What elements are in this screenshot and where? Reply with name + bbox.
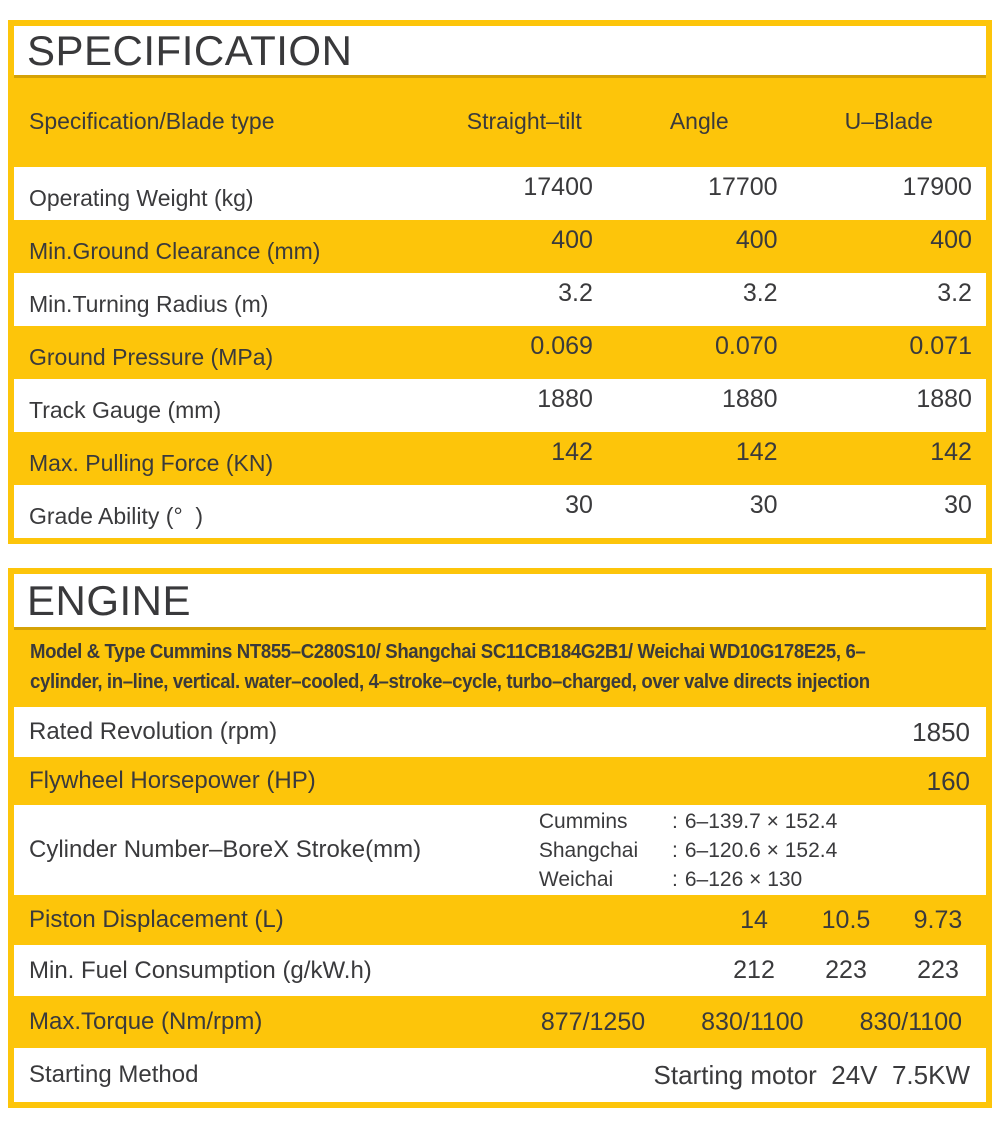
engine-row-label: Cylinder Number–BoreX Stroke(mm) — [29, 836, 422, 863]
engine-row-fuel-consumption — [14, 945, 986, 996]
spec-value: 17700 — [708, 173, 778, 201]
engine-row-value: 830/1100 — [701, 1007, 804, 1036]
engine-section-title: ENGINE — [14, 574, 986, 627]
spec-row-label: Grade Ability (° ) — [29, 502, 204, 529]
spec-value: 30 — [749, 491, 778, 519]
spec-value: 3.2 — [742, 279, 778, 307]
engine-row-flywheel-horsepower — [14, 757, 986, 805]
spec-value: 30 — [565, 491, 593, 519]
max-torque-values — [541, 1008, 986, 1037]
spec-value: 400 — [930, 226, 972, 254]
engine-section — [8, 568, 992, 1108]
spec-value: 3.2 — [558, 279, 593, 307]
cylinder-spec-line-shangchai — [539, 836, 978, 865]
spec-row-ground-clearance — [14, 220, 986, 273]
cylinder-spec-line-weichai — [539, 865, 978, 894]
spec-row-label: Min.Ground Clearance (mm) — [29, 237, 321, 264]
spec-value: 142 — [551, 438, 593, 466]
colon-separator: : — [671, 867, 678, 891]
spec-value: 17400 — [523, 173, 593, 201]
engine-row-label: Piston Displacement (L) — [29, 906, 284, 933]
cylinder-brand: Weichai — [538, 867, 614, 891]
spec-header-col-straight-tilt: Straight–tilt — [466, 107, 582, 134]
engine-row-label: Max.Torque (Nm/rpm) — [29, 1008, 263, 1035]
engine-row-value: 223 — [825, 956, 867, 984]
cylinder-spec-list — [539, 807, 986, 894]
spec-value: 17900 — [902, 173, 972, 201]
engine-row-value: 223 — [917, 956, 959, 984]
spec-row-track-gauge — [14, 379, 986, 432]
engine-row-value: 160 — [926, 765, 970, 796]
engine-row-label: Rated Revolution (rpm) — [29, 718, 278, 745]
specification-section — [8, 20, 992, 544]
spec-row-ground-pressure — [14, 326, 986, 379]
engine-row-max-torque — [14, 996, 986, 1048]
piston-displacement-values — [708, 906, 986, 935]
spec-value: 3.2 — [937, 279, 972, 307]
spec-value: 142 — [930, 438, 972, 466]
spec-value: 0.070 — [715, 332, 778, 360]
spec-value: 1880 — [916, 385, 972, 413]
fuel-consumption-values — [708, 956, 986, 985]
spec-value: 142 — [735, 438, 778, 466]
specification-section-title: SPECIFICATION — [14, 26, 986, 75]
spec-value: 30 — [944, 491, 972, 519]
spec-row-label: Operating Weight (kg) — [29, 184, 254, 211]
spec-header-col-u-blade: U–Blade — [844, 107, 933, 134]
engine-row-starting-method — [14, 1048, 986, 1102]
engine-row-label: Starting Method — [29, 1061, 199, 1088]
spec-value: 400 — [551, 226, 593, 254]
engine-row-value: 830/1100 — [859, 1007, 962, 1036]
engine-row-value: 9.73 — [913, 905, 963, 934]
spec-header-col-angle: Angle — [669, 107, 729, 134]
spec-row-turning-radius — [14, 273, 986, 326]
engine-row-value: 10.5 — [821, 905, 871, 934]
engine-row-value: 1850 — [912, 716, 970, 747]
engine-row-value: 212 — [733, 956, 775, 984]
colon-separator: : — [671, 838, 678, 862]
spec-row-grade-ability — [14, 485, 986, 538]
engine-model-type-row — [14, 627, 986, 707]
engine-row-rated-revolution — [14, 707, 986, 757]
spec-value: 1880 — [721, 385, 778, 413]
colon-separator: : — [671, 809, 678, 833]
cylinder-brand: Shangchai — [538, 838, 639, 862]
spec-row-label: Max. Pulling Force (KN) — [29, 449, 274, 476]
engine-row-value: 14 — [740, 905, 768, 934]
engine-row-label: Flywheel Horsepower (HP) — [29, 767, 316, 794]
spec-row-pulling-force — [14, 432, 986, 485]
spec-row-label: Track Gauge (mm) — [29, 396, 222, 423]
cylinder-spec-line-cummins — [539, 807, 978, 836]
spec-row-label: Min.Turning Radius (m) — [29, 290, 269, 317]
engine-row-label: Min. Fuel Consumption (g/kW.h) — [29, 956, 372, 984]
engine-row-piston-displacement — [14, 895, 986, 945]
spec-header-label: Specification/Blade type — [29, 107, 275, 134]
spec-table-header-row — [14, 75, 986, 167]
cylinder-value: 6–120.6 × 152.4 — [684, 838, 838, 862]
spec-value: 0.071 — [909, 332, 972, 360]
engine-row-cylinder-bore-stroke — [14, 805, 986, 895]
cylinder-value: 6–139.7 × 152.4 — [684, 809, 838, 833]
spec-row-label: Ground Pressure (MPa) — [29, 343, 274, 370]
engine-row-value: Starting motor 24V 7.5KW — [653, 1059, 970, 1090]
spec-value: 400 — [735, 226, 778, 254]
engine-model-note: Model & Type Cummins NT855–C280S10/ Shangchai SC11CB184G2B1/ Weichai WD10G178E25, 6–cylinder, in–line, vertical. water–cooled, 4–stroke–cycle, turbo–charged, over valve directs injection — [30, 641, 870, 693]
cylinder-value: 6–126 × 130 — [684, 867, 803, 891]
cylinder-brand: Cummins — [538, 809, 628, 833]
spec-value: 1880 — [537, 385, 593, 413]
engine-row-value: 877/1250 — [540, 1007, 646, 1036]
spec-value: 0.069 — [530, 332, 593, 360]
spec-row-operating-weight — [14, 167, 986, 220]
